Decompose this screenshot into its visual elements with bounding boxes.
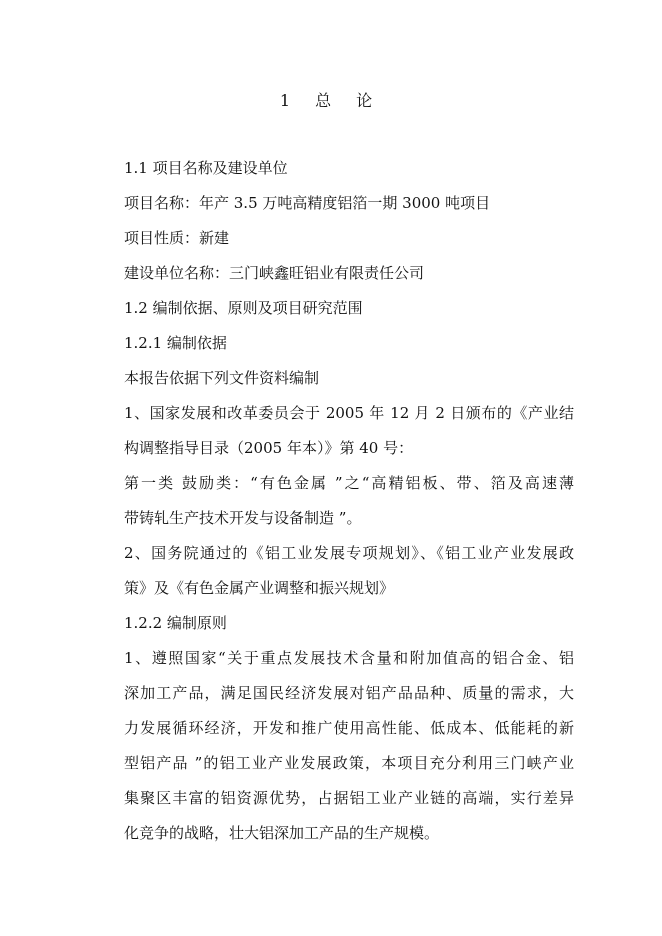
chapter-title: 1 总 论 xyxy=(279,91,383,110)
paragraph-line: 本报告依据下列文件资料编制 xyxy=(124,369,320,387)
paragraph-line: 集聚区丰富的铝资源优势，占据铝工业产业链的高端，实行差异 xyxy=(124,789,574,807)
section-heading-1-2-1: 1.2.1 编制依据 xyxy=(124,334,227,352)
paragraph-line: 2、国务院通过的《铝工业发展专项规划》、《铝工业产业发展政 xyxy=(124,544,574,562)
paragraph-line: 1、遵照国家“关于重点发展技术含量和附加值高的铝合金、铝 xyxy=(124,649,574,667)
section-heading-1-2-2: 1.2.2 编制原则 xyxy=(124,614,227,632)
paragraph-line: 策》及《有色金属产业调整和振兴规划》 xyxy=(124,579,395,597)
paragraph-line: 带铸轧生产技术开发与设备制造 ”。 xyxy=(124,509,362,527)
paragraph-line: 力发展循环经济，开发和推广使用高性能、低成本、低能耗的新 xyxy=(124,719,574,737)
paragraph-line: 构调整指导目录（2005 年本）》第 40 号： xyxy=(124,439,414,457)
paragraph-line: 1、国家发展和改革委员会于 2005 年 12 月 2 日颁布的《产业结 xyxy=(124,404,574,422)
paragraph-line: 深加工产品，满足国民经济发展对铝产品品种、质量的需求，大 xyxy=(124,684,574,702)
construction-unit-line: 建设单位名称：三门峡鑫旺铝业有限责任公司 xyxy=(124,264,425,282)
paragraph-line: 型铝产品 ”的铝工业产业发展政策，本项目充分利用三门峡产业 xyxy=(124,754,574,772)
paragraph-line: 化竞争的战略，壮大铝深加工产品的生产规模。 xyxy=(124,824,440,842)
paragraph-line: 第一类 鼓励类：“有色金属 ”之“高精铝板、带、箔及高速薄 xyxy=(124,474,574,492)
section-heading-1-1: 1.1 项目名称及建设单位 xyxy=(124,159,288,177)
section-heading-1-2: 1.2 编制依据、原则及项目研究范围 xyxy=(124,299,363,317)
project-nature-line: 项目性质：新建 xyxy=(124,229,230,247)
project-name-line: 项目名称：年产 3.5 万吨高精度铝箔一期 3000 吨项目 xyxy=(124,194,491,212)
